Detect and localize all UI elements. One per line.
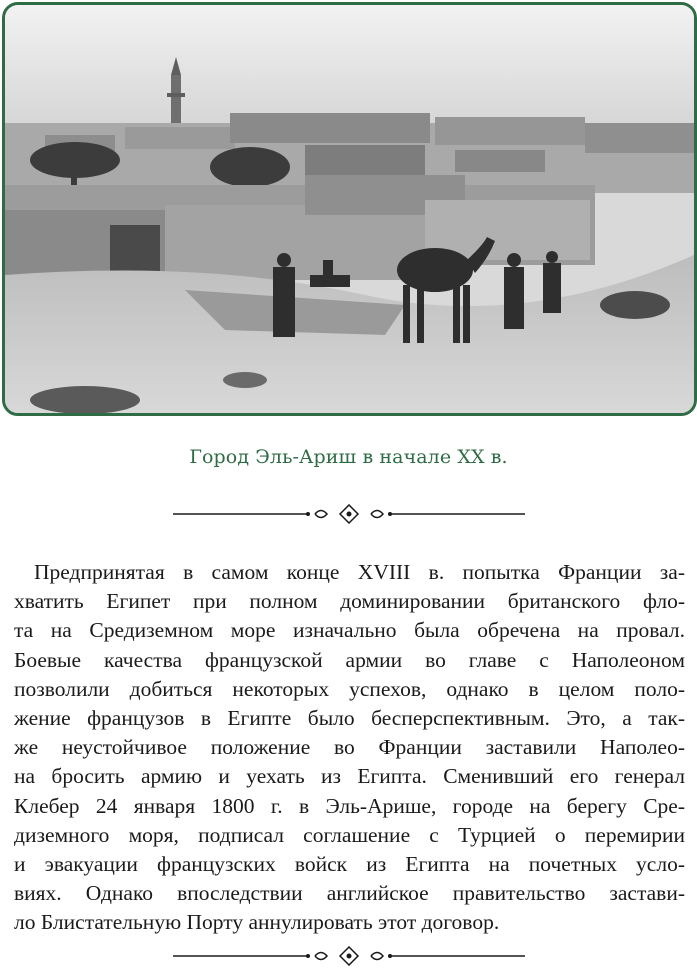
text-line: диземного моря, подписал соглашение с Турцией о перемирии xyxy=(14,822,685,847)
body-paragraph xyxy=(14,558,685,938)
photo-illustration xyxy=(5,5,694,413)
ornament-divider-top xyxy=(173,504,525,524)
ornament-icon xyxy=(173,946,525,966)
photo-caption: Город Эль-Ариш в начале XX в. xyxy=(189,446,508,468)
text-line: Боевые качества французской армии во главе с Наполеоном xyxy=(14,647,685,672)
text-line: виях. Однако впоследствии английское правительство застави- xyxy=(14,881,685,906)
text-line: Предпринятая в самом конце XVIII в. попытка Франции за- xyxy=(34,560,685,584)
text-line: позволили добиться некоторых успехов, однако в целом поло- xyxy=(14,676,685,701)
text-line: ло Блистательную Порту аннулировать этот договор. xyxy=(14,910,500,935)
ornament-divider-bottom xyxy=(173,946,525,966)
text-line: жение французов в Египте было бесперспективным. Это, а так- xyxy=(14,706,685,731)
historic-photo xyxy=(2,2,697,416)
text-line: и эвакуации французских войск из Египта на почетных усло- xyxy=(14,852,685,877)
ornament-icon xyxy=(173,504,525,524)
text-line: Клебер 24 января 1800 г. в Эль-Арише, городе на берегу Сре- xyxy=(14,793,685,818)
text-line: та на Средиземном море изначально была обречена на провал. xyxy=(14,618,685,643)
text-line: на бросить армию и уехать из Египта. Сменивший его генерал xyxy=(14,764,685,789)
text-line: хватить Египет при полном доминировании британского фло- xyxy=(14,589,685,614)
text-line: же неустойчивое положение во Франции заставили Наполео- xyxy=(14,735,685,760)
